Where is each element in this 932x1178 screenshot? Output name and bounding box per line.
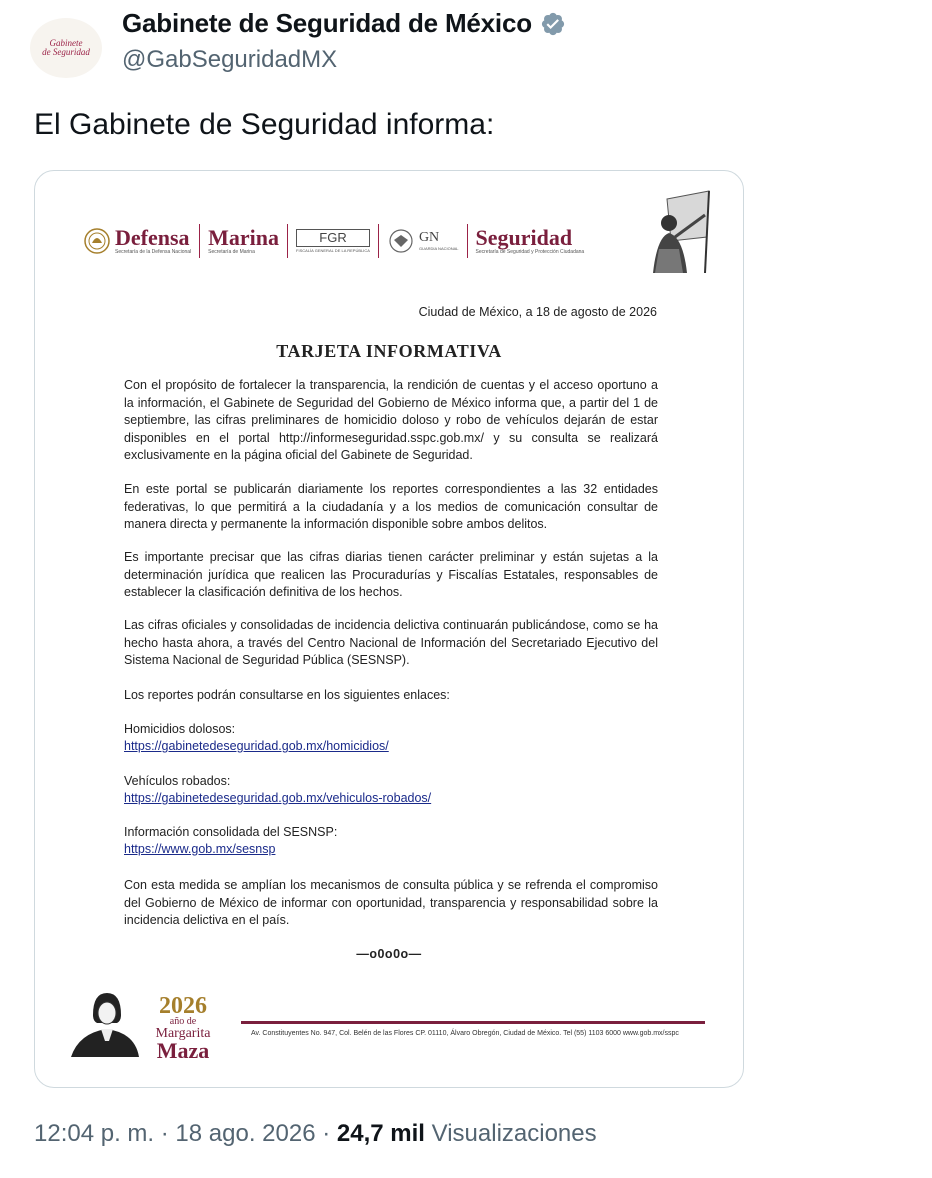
logo-seguridad-text: Seguridad bbox=[475, 224, 573, 250]
logo-fgr-text: FGR bbox=[296, 229, 370, 247]
logo-seguridad-sub: Secretaría de Seguridad y Protección Ciudadana bbox=[475, 248, 585, 255]
year-badge bbox=[143, 995, 223, 1061]
tweet-date[interactable]: 18 ago. 2026 bbox=[175, 1120, 316, 1147]
link-vehiculos[interactable]: https://gabinetedeseguridad.gob.mx/vehiculos-robados/ bbox=[124, 791, 432, 805]
tweet-meta bbox=[34, 1120, 597, 1148]
link-homicidios[interactable]: https://gabinetedeseguridad.gob.mx/homicidios/ bbox=[124, 739, 389, 753]
year-number: 2026 bbox=[159, 993, 207, 1019]
gn-eagle-icon bbox=[387, 227, 415, 255]
views-label: Visualizaciones bbox=[431, 1120, 597, 1147]
avatar-text-line-1: Gabinete bbox=[49, 38, 83, 48]
link-label-homicidios: Homicidios dolosos: bbox=[124, 722, 236, 736]
avatar-text-line-2: de Seguridad bbox=[42, 47, 90, 57]
logo-fgr bbox=[288, 224, 379, 258]
document-date: Ciudad de México, a 18 de agosto de 2026 bbox=[418, 305, 657, 319]
year-name-last: Maza bbox=[156, 1038, 210, 1063]
logo-defensa bbox=[75, 224, 200, 258]
logo-gn-text: GN bbox=[418, 229, 440, 245]
logo-seguridad bbox=[468, 224, 593, 258]
author-handle[interactable]: @GabSeguridadMX bbox=[122, 46, 338, 73]
paragraph-closing: Con esta medida se amplían los mecanismos de consulta pública y se refrenda el compromiso del Gobierno de México de informar con oportunidad, transparencia y responsabilidad sobre la incidencia delictiva en el país. bbox=[124, 878, 658, 927]
paragraph-3: Es importante precisar que las cifras diarias tienen carácter preliminar y están sujetas a la determinación jurídica que realicen las Procuradurías y Fiscalías Estatales, responsables de establecer la clasificación definitiva de los hechos. bbox=[124, 550, 658, 599]
year-sub: año de bbox=[169, 1016, 197, 1027]
avatar[interactable] bbox=[30, 18, 102, 78]
paragraph-5: Los reportes podrán consultarse en los siguientes enlaces: bbox=[124, 688, 450, 702]
logo-marina bbox=[200, 224, 288, 258]
coat-of-arms-icon bbox=[83, 227, 111, 255]
logo-defensa-text: Defensa bbox=[115, 224, 190, 250]
logo-defensa-sub: Secretaría de la Defensa Nacional bbox=[115, 248, 192, 255]
document-page bbox=[35, 171, 743, 1087]
margarita-maza-portrait-icon bbox=[69, 989, 141, 1059]
paragraph-2: En este portal se publicarán diariamente los reportes correspondientes a las 32 entidades federativas, lo que permitirá a la ciudadanía y a los medios de comunicación consultar de manera directa y permanente la información disponible sobre ambos delitos. bbox=[124, 482, 658, 531]
logo-gn bbox=[379, 224, 468, 258]
avatar-logo bbox=[42, 39, 90, 57]
link-label-vehiculos: Vehículos robados: bbox=[124, 774, 231, 788]
footer-address: Av. Constituyentes No. 947, Col. Belén de las Flores CP. 01110, Álvaro Obregón, Ciudad de México. Tel (55) 1103 6000 www.gob.mx/sspc bbox=[251, 1030, 679, 1037]
meta-separator: · bbox=[322, 1120, 331, 1147]
author-display-name[interactable] bbox=[122, 8, 566, 39]
meta-separator: · bbox=[160, 1120, 169, 1147]
heroine-with-flag-icon bbox=[631, 189, 715, 275]
logo-marina-sub: Secretaría de Marina bbox=[208, 248, 255, 255]
document-title: TARJETA INFORMATIVA bbox=[276, 341, 502, 361]
paragraph-1: Con el propósito de fortalecer la transparencia, la rendición de cuentas y el acceso oportuno a la información, el Gabinete de Seguridad del Gobierno de México informa que, a partir del 1 de septiembre, las cifras preliminares de homicidio doloso y robo de vehículos dejarán de estar disponibles en el portal http://informeseguridad.sspc.gob.mx/ y su consulta se realizará exclusivamente en la página oficial del Gabinete de Seguridad. bbox=[124, 378, 658, 462]
tweet-media-image[interactable] bbox=[34, 170, 744, 1088]
link-sesnsp[interactable]: https://www.gob.mx/sesnsp bbox=[124, 842, 276, 856]
end-mark: —o0o0o— bbox=[356, 947, 422, 961]
views-count: 24,7 mil bbox=[336, 1120, 425, 1147]
footer-divider bbox=[241, 1021, 705, 1024]
link-label-sesnsp: Información consolidada del SESNSP: bbox=[124, 825, 338, 839]
logo-fgr-sub: FISCALÍA GENERAL DE LA REPÚBLICA bbox=[296, 247, 370, 253]
display-name-text: Gabinete de Seguridad de México bbox=[122, 8, 532, 38]
tweet-text: El Gabinete de Seguridad informa: bbox=[34, 108, 495, 141]
tweet-time[interactable]: 12:04 p. m. bbox=[34, 1120, 155, 1147]
logo-marina-text: Marina bbox=[208, 224, 280, 250]
logo-gn-sub: GUARDIA NACIONAL bbox=[418, 245, 459, 251]
verified-badge-icon bbox=[540, 11, 566, 37]
year-name-first: Margarita bbox=[155, 1026, 211, 1041]
paragraph-4: Las cifras oficiales y consolidadas de incidencia delictiva continuarán publicándose, como se ha hecho hasta ahora, a través del Centro Nacional de Información del Secretariado Ejecutivo del Sistema Nacional de Seguridad Pública (SESNSP). bbox=[124, 618, 658, 667]
institution-logos bbox=[75, 221, 592, 261]
